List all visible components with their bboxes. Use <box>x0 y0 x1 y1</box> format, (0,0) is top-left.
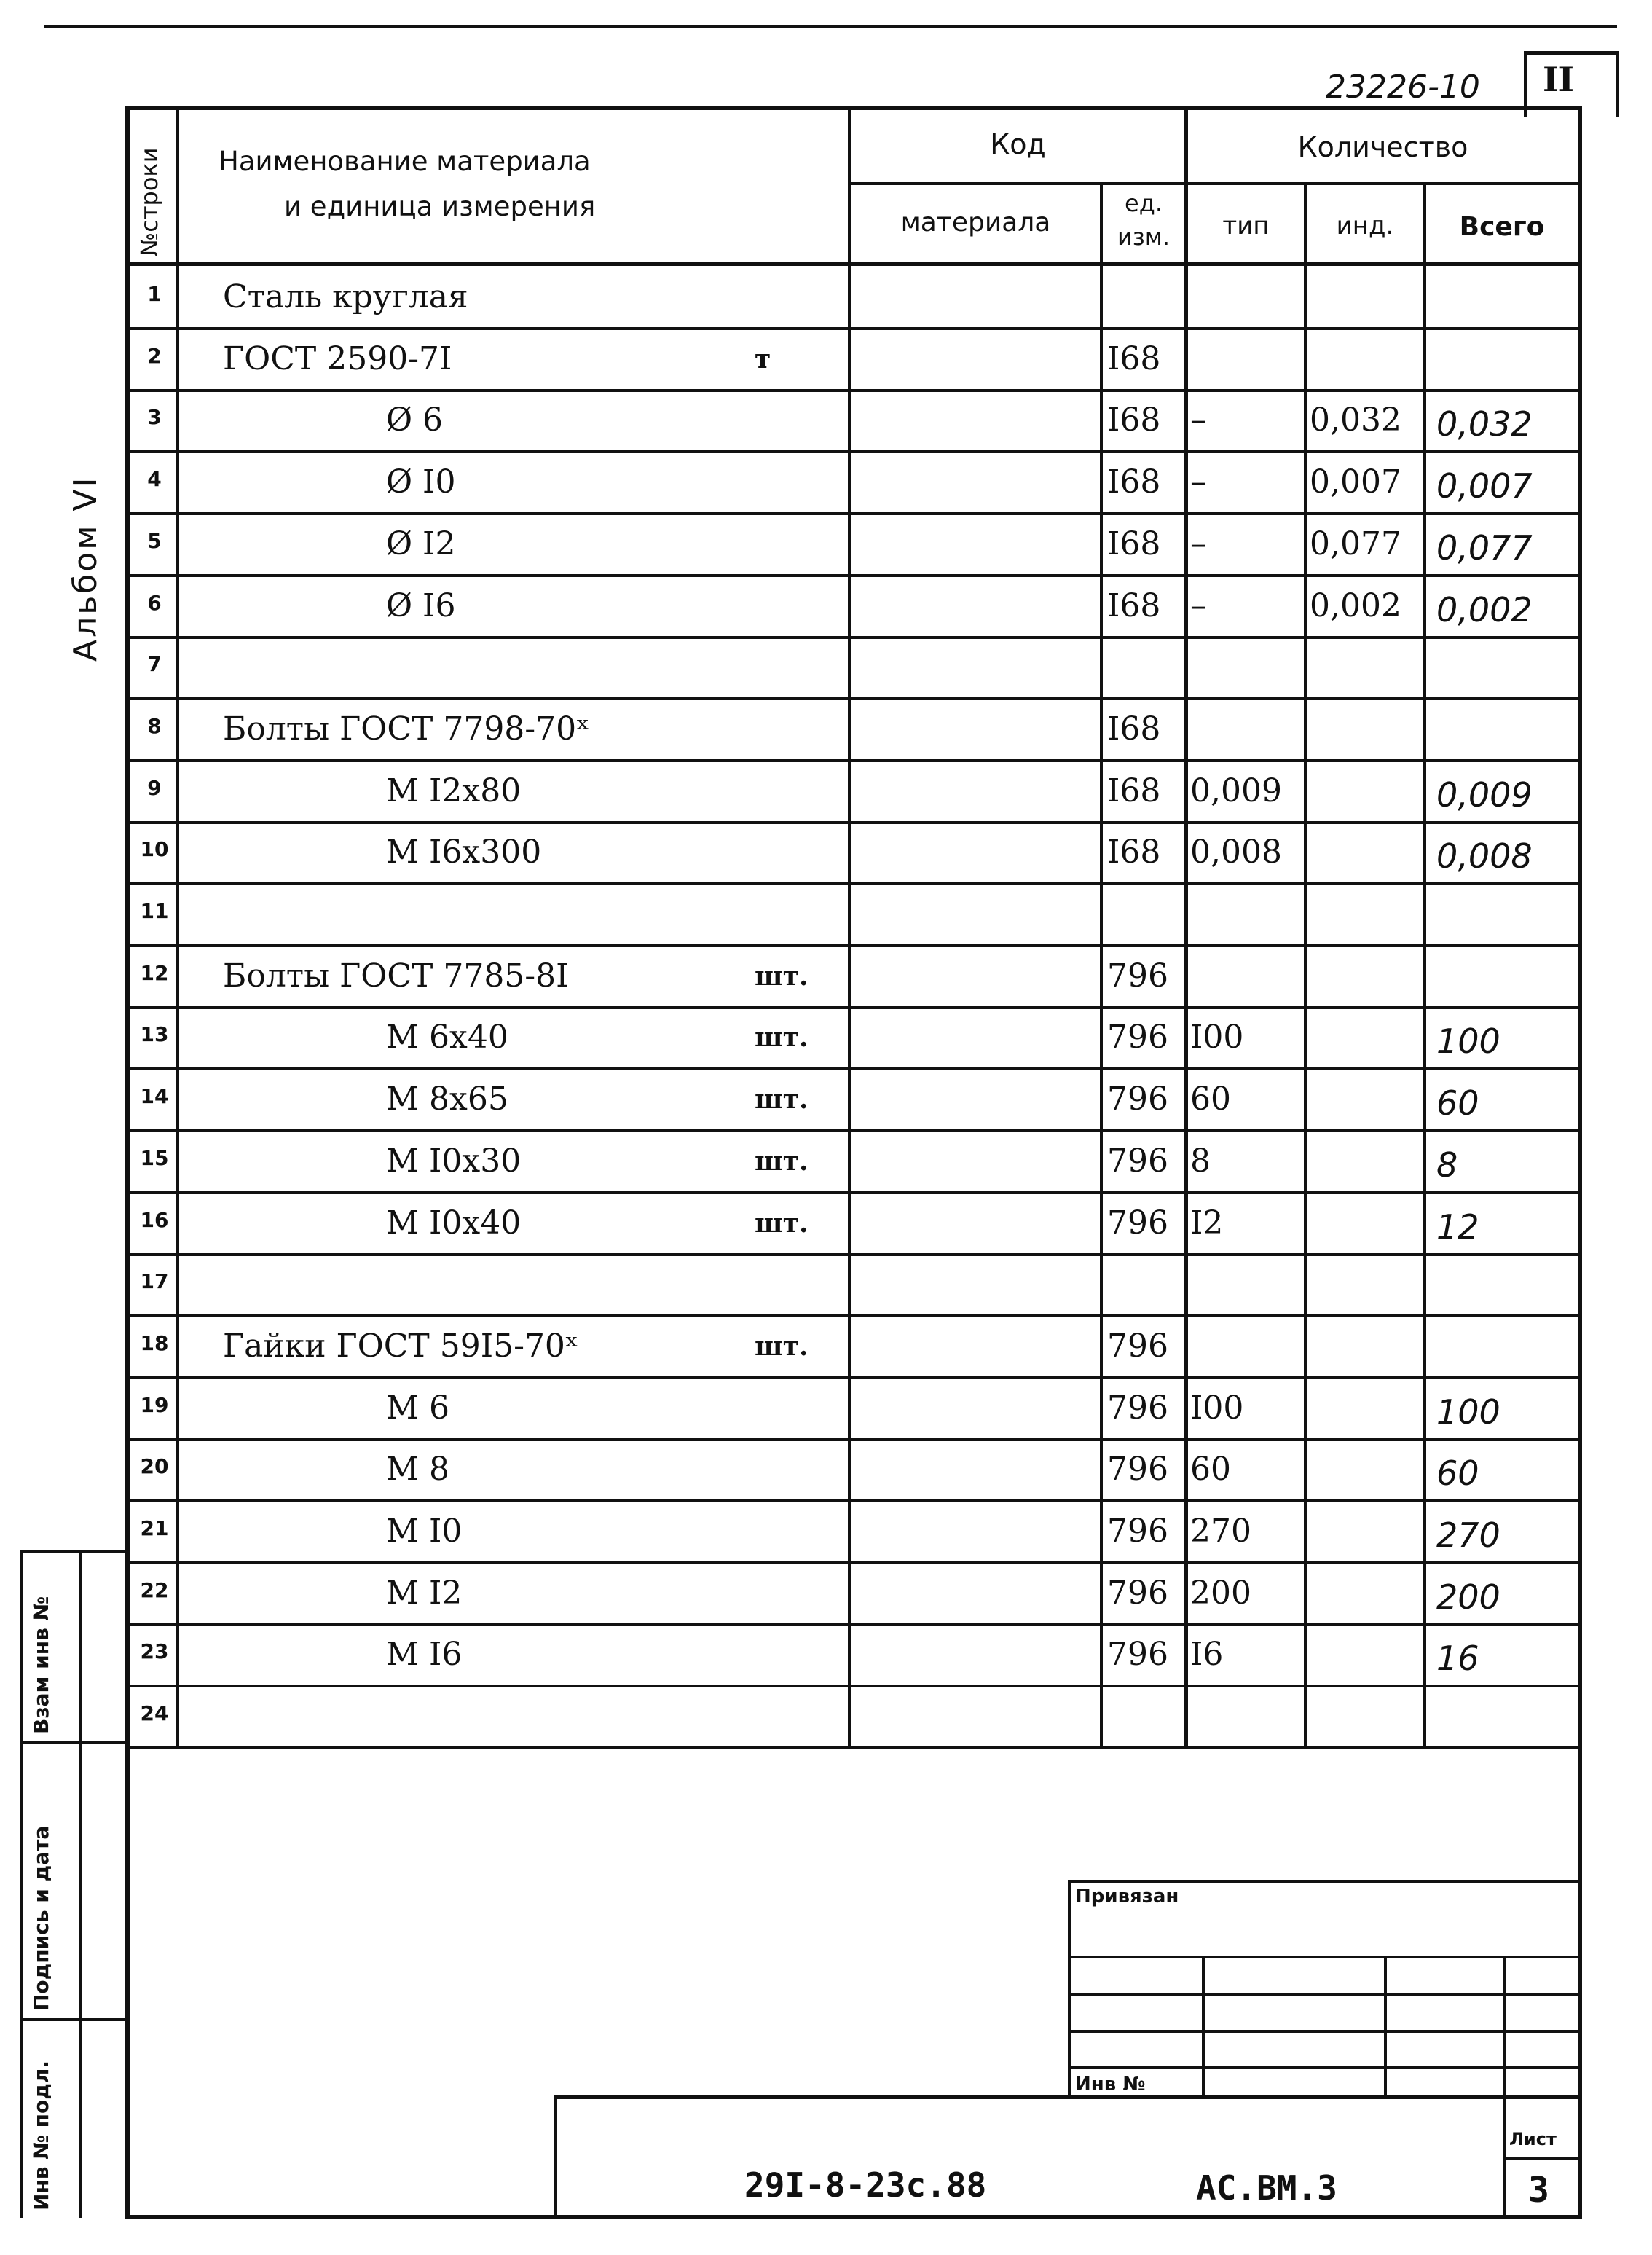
qty-total: 200 <box>1436 1577 1500 1617</box>
qty-ind: 0,007 <box>1310 463 1401 501</box>
row-number: 18 <box>140 1331 169 1355</box>
qty-type: I00 <box>1190 1389 1244 1427</box>
material-name: ГОСТ 2590-7I <box>223 340 452 377</box>
row-number: 7 <box>147 652 162 676</box>
sheet-number: 3 <box>1528 2170 1549 2211</box>
row-number: 24 <box>140 1701 169 1725</box>
qty-total: 0,007 <box>1436 466 1533 506</box>
row-number: 10 <box>140 837 169 861</box>
qty-type: 200 <box>1190 1574 1251 1612</box>
qty-total: 0,002 <box>1436 590 1533 630</box>
qty-ind: 0,002 <box>1310 587 1401 624</box>
row-number: 6 <box>147 591 162 615</box>
privyazan-label: Привязан <box>1075 1886 1179 1907</box>
qty-type: I6 <box>1190 1636 1224 1673</box>
unit-code: I68 <box>1107 772 1161 809</box>
col-header-quantity: Количество <box>1297 131 1468 163</box>
unit-code: I68 <box>1107 463 1161 501</box>
qty-total: 100 <box>1436 1021 1500 1061</box>
col-header-rownum: №строки <box>135 147 163 256</box>
unit-code: I68 <box>1107 710 1161 748</box>
row-number: 9 <box>147 776 162 800</box>
unit-code: I68 <box>1107 834 1161 871</box>
material-name: М I0x30 <box>386 1142 522 1180</box>
unit-code: 796 <box>1107 1204 1168 1242</box>
material-name: М 8x65 <box>386 1081 508 1118</box>
row-number: 17 <box>140 1269 169 1293</box>
unit-code: I68 <box>1107 401 1161 439</box>
inv-number-label: Инв № <box>1075 2074 1146 2095</box>
stamp-podpis-data: Подпись и дата <box>29 1825 53 2011</box>
unit-code: 796 <box>1107 1389 1168 1427</box>
qty-type: 0,009 <box>1190 772 1282 809</box>
project-code: 29I-8-23с.88 <box>744 2165 987 2205</box>
material-name: М I6x300 <box>386 834 542 871</box>
material-name: Болты ГОСТ 7798-70ˣ <box>223 710 590 748</box>
unit-code: I68 <box>1107 340 1161 377</box>
qty-total: 0,077 <box>1436 528 1533 568</box>
material-name: Ø 6 <box>386 401 444 439</box>
col-header-name-line1: Наименование материала <box>219 146 591 177</box>
unit-text: шт. <box>755 1022 809 1053</box>
row-number: 11 <box>140 899 169 923</box>
unit-code: I68 <box>1107 525 1161 562</box>
row-number: 19 <box>140 1393 169 1417</box>
qty-total: 0,008 <box>1436 836 1533 876</box>
unit-text: шт. <box>755 1208 809 1239</box>
qty-type: I00 <box>1190 1019 1244 1056</box>
col-header-unit-line1: ед. <box>1125 189 1163 217</box>
material-name: М 6 <box>386 1389 450 1427</box>
row-number: 5 <box>147 529 162 553</box>
row-number: 23 <box>140 1639 169 1663</box>
qty-type: 0,008 <box>1190 834 1282 871</box>
col-header-ind: инд. <box>1336 211 1394 240</box>
row-number: 4 <box>147 467 162 491</box>
row-number: 13 <box>140 1022 169 1046</box>
unit-text: шт. <box>755 1146 809 1177</box>
col-header-code: Код <box>990 128 1046 160</box>
qty-type: 60 <box>1190 1451 1231 1488</box>
col-header-name-line2: и единица измерения <box>284 191 596 222</box>
qty-total: 270 <box>1436 1515 1500 1555</box>
unit-text: т <box>755 344 771 374</box>
col-header-type: тип <box>1222 211 1270 240</box>
row-number: 15 <box>140 1146 169 1170</box>
corner-sheet-number: II <box>1543 60 1575 99</box>
qty-type: I2 <box>1190 1204 1224 1242</box>
stamp-vzam-inv: Взам инв № <box>29 1596 53 1734</box>
material-name: М I2 <box>386 1574 463 1612</box>
material-name: Ø I2 <box>386 525 456 562</box>
material-name: М I0x40 <box>386 1204 522 1242</box>
material-name: М I6 <box>386 1636 463 1673</box>
unit-code: 796 <box>1107 1081 1168 1118</box>
qty-type: – <box>1190 525 1206 562</box>
sheet-label: Лист <box>1509 2129 1557 2149</box>
qty-total: 12 <box>1436 1207 1479 1247</box>
unit-code: 796 <box>1107 1451 1168 1488</box>
unit-code: 796 <box>1107 1019 1168 1056</box>
unit-code: I68 <box>1107 587 1161 624</box>
row-number: 21 <box>140 1516 169 1540</box>
qty-type: 60 <box>1190 1081 1231 1118</box>
material-name: Болты ГОСТ 7785-8I <box>223 957 569 995</box>
qty-ind: 0,077 <box>1310 525 1401 562</box>
row-number: 20 <box>140 1454 169 1478</box>
unit-code: 796 <box>1107 1142 1168 1180</box>
qty-total: 60 <box>1436 1083 1479 1123</box>
qty-total: 100 <box>1436 1392 1500 1432</box>
material-name: Ø I6 <box>386 587 456 624</box>
qty-total: 60 <box>1436 1454 1479 1493</box>
material-name: М I2x80 <box>386 772 522 809</box>
document-number: 23226-10 <box>1326 68 1480 106</box>
qty-total: 8 <box>1436 1145 1458 1185</box>
unit-code: 796 <box>1107 957 1168 995</box>
material-name: М 8 <box>386 1451 450 1488</box>
unit-code: 796 <box>1107 1636 1168 1673</box>
col-header-material: материала <box>900 208 1051 238</box>
material-name: М 6x40 <box>386 1019 508 1056</box>
qty-type: – <box>1190 587 1206 624</box>
row-number: 14 <box>140 1084 169 1108</box>
material-name: Сталь круглая <box>223 278 468 315</box>
unit-code: 796 <box>1107 1327 1168 1365</box>
qty-total: 16 <box>1436 1639 1479 1678</box>
row-number: 1 <box>147 282 162 306</box>
drawing-mark: АС.ВМ.3 <box>1196 2168 1337 2208</box>
material-name: М I0 <box>386 1513 463 1550</box>
qty-type: 8 <box>1190 1142 1211 1180</box>
unit-text: шт. <box>755 1331 809 1362</box>
unit-text: шт. <box>755 1084 809 1115</box>
qty-ind: 0,032 <box>1310 401 1401 439</box>
row-number: 2 <box>147 344 162 368</box>
unit-text: шт. <box>755 961 809 992</box>
col-header-total: Всего <box>1459 212 1545 242</box>
row-number: 22 <box>140 1578 169 1602</box>
row-number: 3 <box>147 405 162 429</box>
col-header-unit-line2: изм. <box>1117 223 1171 251</box>
unit-code: 796 <box>1107 1574 1168 1612</box>
row-number: 16 <box>140 1208 169 1232</box>
qty-type: 270 <box>1190 1513 1251 1550</box>
material-name: Гайки ГОСТ 59I5-70ˣ <box>223 1327 579 1365</box>
row-number: 8 <box>147 714 162 738</box>
unit-code: 796 <box>1107 1513 1168 1550</box>
qty-type: – <box>1190 401 1206 439</box>
material-name: Ø I0 <box>386 463 456 501</box>
album-label: Альбом VI <box>67 475 104 662</box>
stamp-inv-podl: Инв № подл. <box>29 2060 53 2211</box>
qty-total: 0,009 <box>1436 775 1533 815</box>
row-number: 12 <box>140 961 169 985</box>
qty-total: 0,032 <box>1436 404 1533 444</box>
qty-type: – <box>1190 463 1206 501</box>
